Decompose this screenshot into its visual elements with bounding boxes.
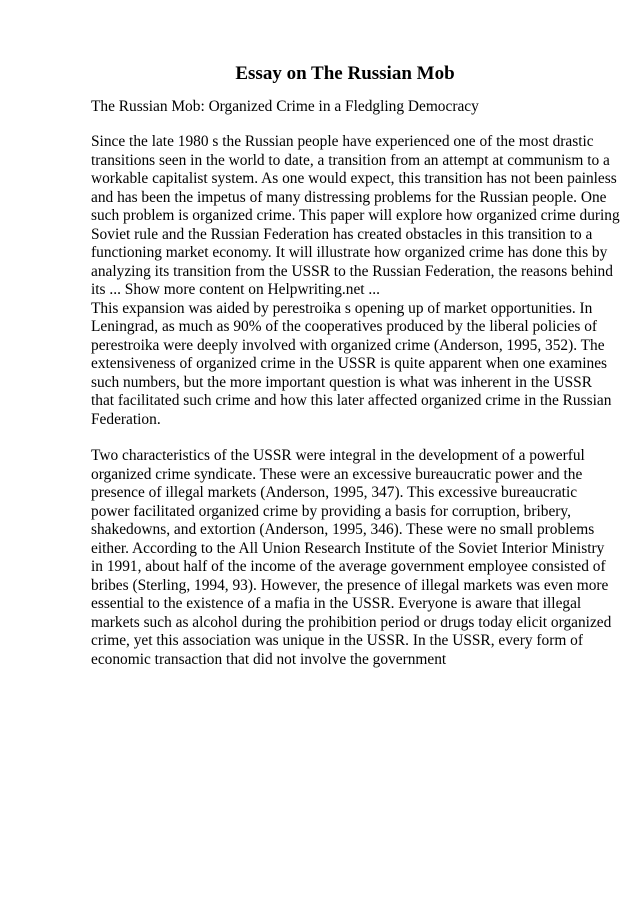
text-line: crime, yet this association was unique in the USSR. In the USSR, every form of bbox=[91, 632, 584, 649]
text-line: Leningrad, as much as 90% of the cooperatives produced by the liberal policies of bbox=[91, 318, 598, 335]
text-line: such problem is organized crime. This paper will explore how organized crime during bbox=[91, 207, 620, 224]
page-title: Essay on The Russian Mob bbox=[235, 63, 455, 84]
text-line: Since the late 1980 s the Russian people have experienced one of the most drastic bbox=[91, 133, 594, 150]
text-line: Soviet rule and the Russian Federation has created obstacles in this transition to a bbox=[91, 225, 593, 243]
text-line: shakedowns, and extortion (Anderson, 1995, 346). These were no small problems bbox=[91, 521, 595, 538]
text-line: analyzing its transition from the USSR to the Russian Federation, the reasons behind bbox=[91, 262, 613, 280]
text-line: either. According to the All Union Research Institute of the Soviet Interior Ministry bbox=[91, 539, 605, 557]
text-line: such numbers, but the more important question is what was inherent in the USSR bbox=[91, 373, 592, 391]
text-line: and has been the impetus of many distressing problems for the Russian people. One bbox=[91, 188, 607, 206]
paragraph-intro bbox=[91, 133, 620, 300]
document-page bbox=[91, 62, 620, 669]
text-line: functioning market economy. It will illustrate how organized crime has done this by bbox=[91, 244, 608, 261]
text-line: essential to the existence of a mafia in the USSR. Everyone is aware that illegal bbox=[91, 595, 582, 612]
text-line: presence of illegal markets (Anderson, 1995, 347). This excessive bureaucratic bbox=[91, 484, 578, 501]
text-line: power facilitated organized crime by providing a basis for corruption, bribery, bbox=[91, 502, 571, 520]
text-line: organized crime syndicate. These were an excessive bureaucratic power and the bbox=[91, 465, 583, 483]
text-line: in 1991, about half of the income of the average government employee consisted of bbox=[91, 558, 606, 575]
text-line: Two characteristics of the USSR were integral in the development of a powerful bbox=[91, 447, 585, 464]
text-line: transitions seen in the world to date, a transition from an attempt at communism to a bbox=[91, 151, 610, 169]
text-line: bribes (Sterling, 1994, 93). However, the presence of illegal markets was even more bbox=[91, 576, 609, 594]
text-line: Federation. bbox=[91, 410, 161, 428]
text-line: extensiveness of organized crime in the USSR is quite apparent when one examines bbox=[91, 355, 608, 372]
paragraph-gap bbox=[91, 429, 591, 447]
text-line: its ... Show more content on Helpwriting.net ... bbox=[91, 281, 380, 298]
paragraph-expansion bbox=[91, 299, 612, 430]
text-line: perestroika were deeply involved with organized crime (Anderson, 1995, 352). The bbox=[91, 336, 605, 354]
document-subtitle: The Russian Mob: Organized Crime in a Fledgling Democracy bbox=[91, 98, 479, 115]
text-line: economic transaction that did not involve the government bbox=[91, 650, 447, 668]
text-line: This expansion was aided by perestroika s opening up of market opportunities. In bbox=[91, 299, 593, 317]
text-line: markets such as alcohol during the prohibition period or drugs today elicit organized bbox=[91, 613, 612, 631]
text-line: that facilitated such crime and how this later affected organized crime in the Russian bbox=[91, 392, 612, 409]
text-line: workable capitalist system. As one would expect, this transition has not been painless bbox=[91, 170, 617, 187]
paragraph-characteristics bbox=[91, 447, 612, 669]
